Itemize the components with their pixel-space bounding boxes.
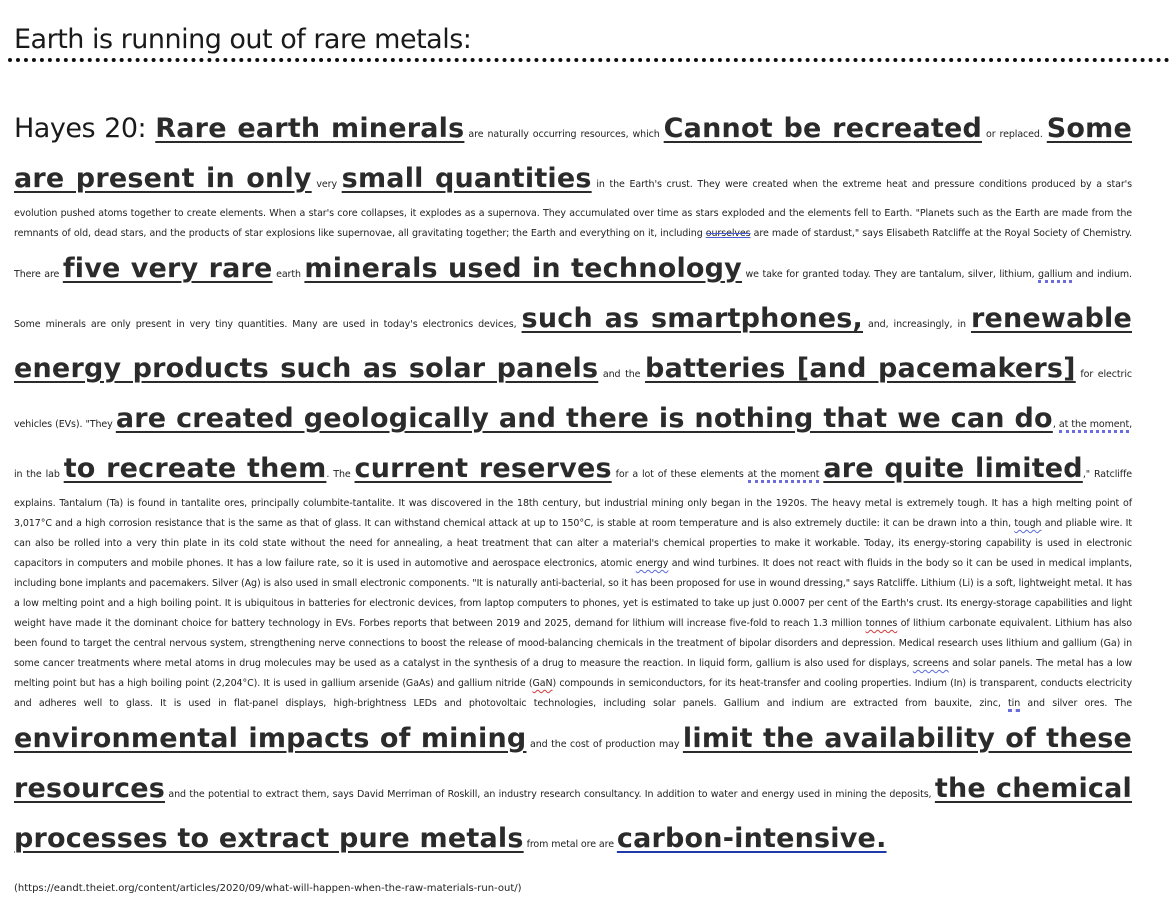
highlighted-text: Rare earth minerals [155,113,465,144]
spellcheck-flagged-word: gallium [1038,269,1072,283]
spellcheck-flagged-word: screens [912,658,949,669]
card-body-text: and the [598,369,646,380]
card-body-text: and silver ores. The [1020,698,1132,709]
highlighted-text: renewable energy products such as solar panels [14,303,1132,384]
card-body-text: and the cost of production may [526,739,683,750]
card-body-text: we take for granted today. They are tantalum, silver, lithium, [741,269,1039,280]
card-body-text: in the Earth's crust. They were created when the extreme heat and pressure conditions produced by a star's evolution pushed atoms together to create elements. When a star's core collapses, it explodes as a supernova. They accumulated over time as stars exploded and the elements fell to Earth. "Planets such as the Earth are made from the remnants of old, dead stars, and the products of star explosions like supernovae, all gravitating together; the Earth and everything on it, including [14,179,1133,239]
card-body-text: and, increasingly, in [863,319,971,330]
card-body-text: and pliable wire. It can also be rolled into a very thin plate in its cold state without the need for annealing, a heat treatment that can alter a material's chemical properties to make it workable. Today, its energy-storing capability is used in electronic capacitors in computers and mobile phones. It has a low failure rate, so it is used in automotive and aerospace electronics, atomic [14,518,1132,569]
card-body-text: for electric vehicles (EVs). "They [14,369,1133,430]
card-body-text: and indium. Some minerals are only present in very tiny quantities. Many are used in today's electronics devices, [14,269,1132,330]
highlighted-text: carbon-intensive. [616,823,887,854]
card-body-text: . The [326,469,355,480]
spellcheck-flagged-word: GaN [532,678,553,689]
spellcheck-flagged-word: tough [1014,518,1042,529]
dotted-divider [8,58,1170,62]
highlighted-text: current reserves [354,453,612,484]
highlighted-text: batteries [and pacemakers] [645,353,1076,384]
spellcheck-flagged-word: ourselves [705,228,751,239]
card-body-text: are naturally occurring resources, which [464,129,664,140]
citation-tag: Hayes 20: [14,113,156,144]
spellcheck-flagged-word: tin [1008,698,1020,712]
card-body-text: or replaced. [982,129,1047,140]
card-body-text: and wind turbines. It does not react with fluids in the body so it can be used in medical implants, including bone implants and pacemakers. Silver (Ag) is also used in small electronic components. "It is naturally anti-bacterial, so it has been proposed for use in wound dressing," says Ratcliffe. Lithium (Li) is a soft, lightweight metal. It has a low melting point and a high boiling point. It is ubiquitous in batteries for electronic devices, from laptop computers to phones, yet is estimated to take up just 0.0007 per cent of the Earth's crust. Its energy-storage capabilities and light weight have made it the dominant choice for battery technology in EVs. Forbes reports that between 2019 and 2025, demand for lithium will increase five-fold to reach 1.3 million [14,558,1132,629]
card-body-text: and the potential to extract them, says David Merriman of Roskill, an industry research consultancy. In addition to water and energy used in mining the deposits, [164,789,935,800]
card-body-text: earth [272,269,305,280]
card-tag-title: Earth is running out of rare metals: [14,24,472,55]
spellcheck-flagged-word: energy [635,558,669,569]
highlighted-text: small quantities [341,163,592,194]
card-body-text: from metal ore are [523,839,617,850]
card-body-text: ) compounds in semiconductors, for its heat-transfer and cooling properties. Indium (In) is transparent, conducts electricity and adheres well to glass. It is used in flat-panel displays, high-brightness LEDs and photovoltaic technologies, including solar panels. Gallium and indium are extracted from bauxite, zinc, [14,678,1132,709]
spellcheck-flagged-word: at the moment [748,469,820,483]
spellcheck-flagged-word: at the moment [1059,419,1129,433]
card-body-text: of lithium carbonate equivalent. Lithium has also been found to target the central nervous system, strengthening nerve connections to boost the release of mood-balancing chemicals in the treatment of bipolar disorders and depression. Medical research uses lithium and gallium (Ga) in some cancer treatments where metal atoms in drug molecules may be used as a catalyst in the synthesis of a drug to measure the reaction. In liquid form, gallium is also used for displays, [14,618,1132,669]
evidence-card [14,104,1132,864]
highlighted-text: such as smartphones, [521,303,863,334]
card-body-text: and solar panels. The metal has a low melting point but has a high boiling point (2,204°C). It is used in gallium arsenide (GaAs) and gallium nitride ( [14,658,1132,689]
card-body-text: are made of stardust," says Elisabeth Ratcliffe at the Royal Society of Chemistry. There are [14,228,1132,280]
highlighted-text: minerals used in technology [304,253,742,284]
highlighted-text: are created geologically and there is nothing that we can do [115,403,1053,434]
card-body-text: ," Ratcliffe explains. Tantalum (Ta) is found in tantalite ores, principally columbite-tantalite. It was discovered in the 18th century, but industrial mining only began in the 1920s. The heavy metal is extremely tough. It has a high melting point of 3,017°C and a high corrosion resistance that is the same as that of glass. It can withstand chemical attack at up to 150°C, is stable at room temperature and is also extremely ductile: it can be drawn into a thin, [14,469,1133,529]
highlighted-text: Some are present in only [14,113,1133,194]
spellcheck-flagged-word: tonnes [865,618,898,629]
source-url[interactable]: (https://eandt.theiet.org/content/articles/2020/09/what-will-happen-when-the-raw-materials-run-out/) [14,883,522,894]
card-body-text: very [311,179,342,190]
card-body-text: , in the lab [14,419,1133,480]
highlighted-text: to recreate them [63,453,327,484]
highlighted-text: limit the availability of these resources [14,723,1132,804]
highlighted-text: environmental impacts of mining [14,723,527,754]
highlighted-text: five very rare [62,253,273,284]
card-body-text: for a lot of these elements [611,469,748,480]
card-body-text: , [1052,419,1059,430]
highlighted-text: Cannot be recreated [663,113,983,144]
highlighted-text: are quite limited [823,453,1083,484]
highlighted-text: the chemical processes to extract pure metals [14,773,1132,854]
